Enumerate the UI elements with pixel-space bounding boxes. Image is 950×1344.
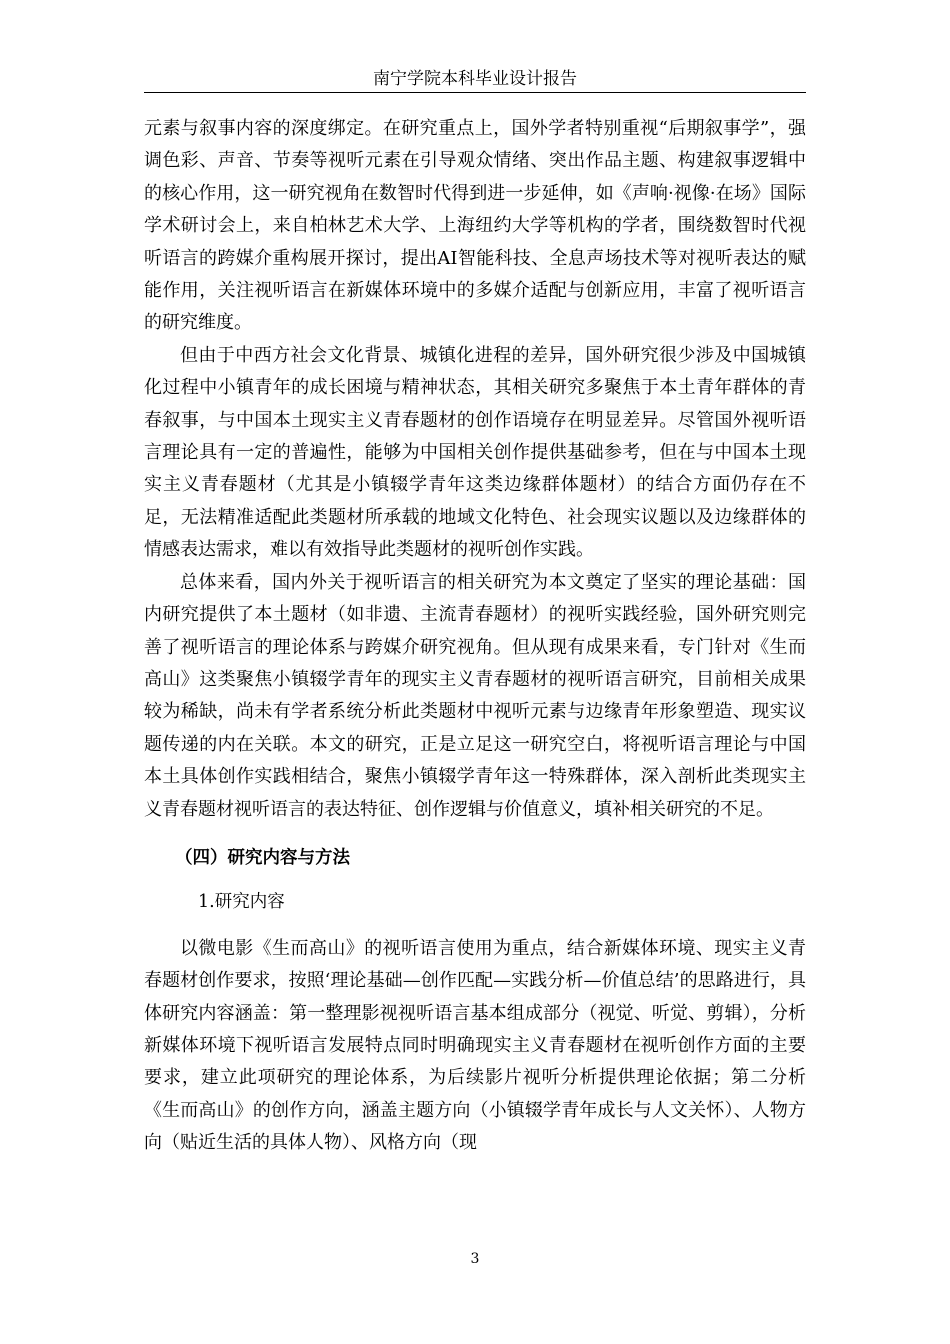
section-heading: （四）研究内容与方法: [175, 847, 350, 868]
body-paragraph-2: 但由于中西方社会文化背景、城镇化进程的差异，国外研究很少涉及中国城镇化过程中小镇青年的成长困境与精神状态，其相关研究多聚焦于本土青年群体的青春叙事，与中国本土现实主义青春题材的创作语境存在明显差异。尽管国外视听语言理论具有一定的普遍性，能够为中国相关创作提供基础参考，但在与中国本土现实主义青春题材（尤其是小镇辍学青年这类边缘群体题材）的结合方面仍存在不足，无法精准适配此类题材所承载的地域文化特色、社会现实议题以及边缘群体的情感表达需求，难以有效指导此类题材的视听创作实践。: [144, 344, 806, 561]
body-paragraph-3: 总体来看，国内外关于视听语言的相关研究为本文奠定了坚实的理论基础：国内研究提供了本土题材（如非遗、主流青春题材）的视听实践经验，国外研究则完善了视听语言的理论体系与跨媒介研究视角。但从现有成果来看，专门针对《生而高山》这类聚焦小镇辍学青年的现实主义青春题材的视听语言研究，目前相关成果较为稀缺，尚未有学者系统分析此类题材中视听元素与边缘青年形象塑造、现实议题传递的内在关联。本文的研究，正是立足这一研究空白，将视听语言理论与中国本土具体创作实践相结合，聚焦小镇辍学青年这一特殊群体，深入剖析此类现实主义青春题材视听语言的表达特征、创作逻辑与价值意义，填补相关研究的不足。: [144, 571, 806, 820]
body-paragraph-1: 元素与叙事内容的深度绑定。在研究重点上，国外学者特别重视“后期叙事学”，强调色彩、声音、节奏等视听元素在引导观众情绪、突出作品主题、构建叙事逻辑中的核心作用，这一研究视角在数智时代得到进一步延伸，如《声响·视像·在场》国际学术研讨会上，来自柏林艺术大学、上海纽约大学等机构的学者，围绕数智时代视听语言的跨媒介重构展开探讨，提出AI智能科技、全息声场技术等对视听表达的赋能作用，关注视听语言在新媒体环境中的多媒介适配与创新应用，丰富了视听语言的研究维度。: [144, 118, 806, 334]
body-paragraph-4: 以微电影《生而高山》的视听语言使用为重点，结合新媒体环境、现实主义青春题材创作要求，按照‘理论基础—创作匹配—实践分析—价值总结’的思路进行，具体研究内容涵盖：第一整理影视视听语言基本组成部分（视觉、听觉、剪辑），分析新媒体环境下视听语言发展特点同时明确现实主义青春题材在视听创作方面的主要要求，建立此项研究的理论体系，为后续影片视听分析提供理论依据；第二分析《生而高山》的创作方向，涵盖主题方向（小镇辍学青年成长与人文关怀）、人物方向（贴近生活的具体人物）、风格方向（现: [144, 937, 806, 1154]
page-number: 3: [470, 1251, 480, 1267]
subsection-heading: 1.研究内容: [198, 892, 285, 913]
page-header: 南宁学院本科毕业设计报告: [373, 69, 577, 89]
page-body: [144, 113, 806, 1160]
header-divider: [144, 92, 806, 93]
